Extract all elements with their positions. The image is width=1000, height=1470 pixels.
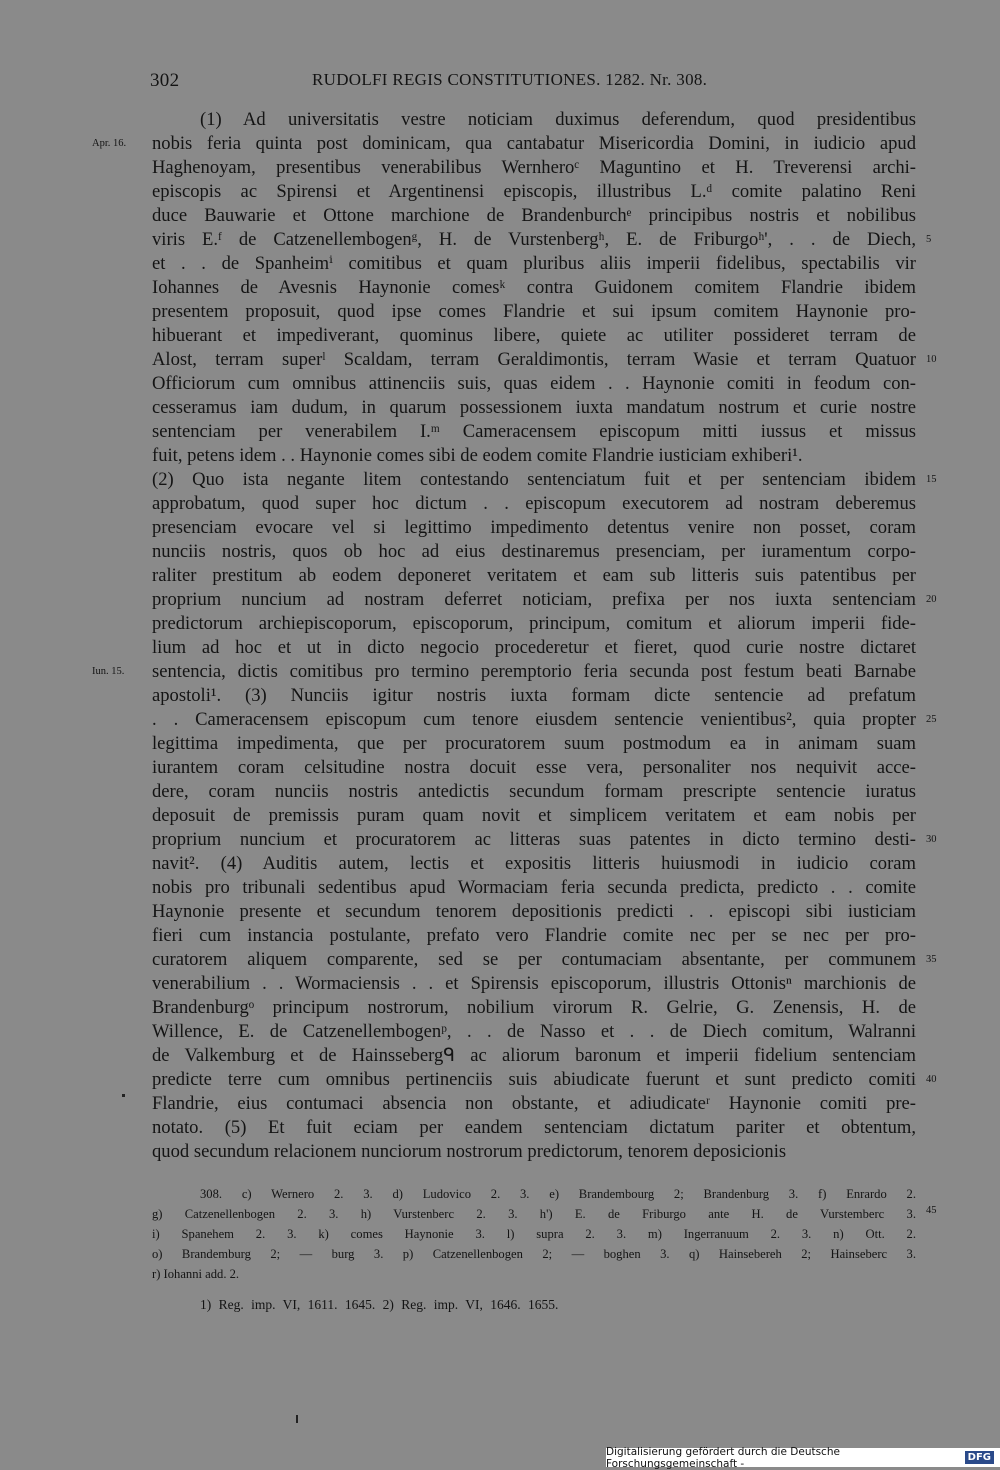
text-line: nunciis nostris, quos ob hoc ad eius destinaremus presenciam, per iuramentum corpo- (152, 541, 916, 562)
footnote-line: i) Spanehem 2. 3. k) comes Haynonie 3. l) supra 2. 3. m) Ingerranuum 2. 3. n) Ott. 2. (152, 1227, 916, 1241)
text-line: Iohannes de Avesnis Haynonie comesᵏ contra Guidonem comitem Flandrie ibidem (152, 277, 916, 298)
text-line: (1) Ad universitatis vestre noticiam duximus deferendum, quod presidentibus (200, 109, 916, 130)
text-line: nobis feria quinta post dominicam, qua cantabatur Misericordia Domini, in iudicio apud (152, 133, 916, 154)
line-number: 25 (926, 714, 937, 725)
text-line: cesseramus iam dudum, in quarum possessionem iuxta mandatum nostrum et curie nostre (152, 397, 916, 418)
footnote-line: 308. c) Wernero 2. 3. d) Ludovico 2. 3. e) Brandembourg 2; Brandenburg 3. f) Enrardo 2. (200, 1187, 916, 1201)
text-line: hibuerant et impediverant, quominus libere, quiete ac utiliter possideret terram de (152, 325, 916, 346)
line-number: 5 (926, 234, 932, 245)
text-line: dere, coram nunciis nostris antedictis secundum formam prescripte sentencie iuratus (152, 781, 916, 802)
dfg-logo: DFG (965, 1451, 994, 1464)
line-number: 35 (926, 954, 937, 965)
references: 1) Reg. imp. VI, 1611. 1645. 2) Reg. imp. VI, 1646. 1655. (200, 1297, 559, 1312)
text-line: episcopis ac Spirensi et Argentinensi episcopis, illustribus L.ᵈ comite palatino Reni (152, 181, 916, 202)
line-number: 10 (926, 354, 937, 365)
text-line: apostoli¹. (3) Nunciis igitur nostris iuxta formam dicte sentencie ad prefatum (152, 685, 916, 706)
text-line: Haghenoyam, presentibus venerabilibus Wernheroᶜ Maguntino et H. Treverensi archi- (152, 157, 916, 178)
text-line: Haynonie presente et secundum tenorem depositionis predicti . . episcopi sibi iusticiam (152, 901, 916, 922)
text-line: viris E.ᶠ de Catzenellembogenᵍ, H. de Vurstenbergʰ, E. de Friburgoʰ', . . de Diech, (152, 229, 916, 250)
text-line: nobis pro tribunali sedentibus apud Wormaciam feria secunda predicta, predicto . . comite (152, 877, 916, 898)
text-line: Flandrie, eius contumaci absencia non obstante, et adiudicateʳ Haynonie comiti pre- (152, 1093, 916, 1114)
text-line: de Valkemburg et de Hainssebergᑫ ac aliorum baronum et imperii fidelium sentenciam (152, 1045, 916, 1066)
text-line: sentencia, dictis comitibus pro termino peremptorio feria secunda post festum beati Barnabe (152, 661, 916, 682)
text-line: curatorem aliquem comparente, sed se per contumaciam absentante, per communem (152, 949, 916, 970)
text-line: presentem proposuit, quod ipse comes Flandrie et sui ipsum comitem Haynonie pro- (152, 301, 916, 322)
scan-speck (122, 1094, 125, 1097)
running-title: RUDOLFI REGIS CONSTITUTIONES. 1282. Nr. 308. (312, 70, 708, 89)
text-line: proprium nuncium ad nostram deferret noticiam, prefixa per nos iuxta sentenciam (152, 589, 916, 610)
text-line: Officiorum cum omnibus attinenciis suis, quas eidem . . Haynonie comiti in feodum con- (152, 373, 916, 394)
text-line: Brandenburgᵒ principum nostrorum, nobilium virorum R. Gelrie, G. Zenensis, H. de (152, 997, 916, 1018)
margin-date: Iun. 15. (92, 666, 125, 677)
funding-banner (606, 1445, 1000, 1470)
text-line: duce Bauwarie et Ottone marchione de Brandenburchᵉ principibus nostris et nobilibus (152, 205, 916, 226)
text-line: proprium nuncium et procuratorem ac litteras suas patentes in dicto termino desti- (152, 829, 916, 850)
text-line: iurantem coram celsitudine nostra docuit esse vera, personaliter nos nequivit acce- (152, 757, 916, 778)
text-line: Alost, terram superˡ Scaldam, terram Geraldimontis, terram Wasie et terram Quatuor (152, 349, 916, 370)
text-line: . . Cameracensem episcopum cum tenore eiusdem sentencie venientibus², quia propter (152, 709, 916, 730)
text-line: sentenciam per venerabilem I.ᵐ Cameracensem episcopum mitti iussus et missus (152, 421, 916, 442)
text-line: legittima impedimenta, que per procuratorem suum postmodum ea in animam suam (152, 733, 916, 754)
text-line: venerabilium . . Wormaciensis . . et Spirensis episcoporum, illustris Ottonisⁿ marchionis de (152, 973, 916, 994)
text-line: fieri cum instancia postulante, prefato vero Flandrie comite nec per se nec per pro- (152, 925, 916, 946)
text-line: (2) Quo ista negante litem contestando sentenciatum fuit et per sentenciam ibidem (152, 469, 916, 490)
footnote-line: r) Iohanni add. 2. (152, 1267, 240, 1281)
line-number: 30 (926, 834, 937, 845)
page-number: 302 (150, 70, 180, 91)
text-line: deposuit de premissis puram quam novit et simplicem veritatem et eam nobis per (152, 805, 916, 826)
footnote-line: g) Catzenellenbogen 2. 3. h) Vurstenberc 2. 3. h') E. de Friburgo ante H. de Vurstemberc 3. (152, 1207, 916, 1221)
line-number: 40 (926, 1074, 937, 1085)
text-line: raliter prestitum ab eodem deponeret veritatem et eam sub litteris suis patentibus per (152, 565, 916, 586)
text-line: predicte terre cum omnibus pertinenciis suis abiudicate fuerunt et sunt predicto comiti (152, 1069, 916, 1090)
line-number: 15 (926, 474, 937, 485)
text-line: quod secundum relacionem nunciorum nostrorum predictorum, tenorem deposicionis (152, 1141, 787, 1162)
footnote-line: o) Brandemburg 2; — burg 3. p) Catzenellenbogen 2; — boghen 3. q) Hainsebereh 2; Hainseberc 3. (152, 1247, 916, 1261)
text-line: Willence, E. de Catzenellembogenᵖ, . . de Nasso et . . de Diech comitum, Walranni (152, 1021, 916, 1042)
text-line: fuit, petens idem . . Haynonie comes sibi de eodem comite Flandrie iusticiam exhiberi¹. (152, 445, 803, 466)
line-number: 20 (926, 594, 937, 605)
text-line: navit². (4) Auditis autem, lectis et expositis litteris huiusmodi in iudicio coram (152, 853, 916, 874)
text-line: presenciam evocare vel si legittimo impedimento detentus venire non posset, coram (152, 517, 916, 538)
text-line: lium ad hoc et ut in dicto negocio procederetur et fieret, quod curie nostre dictaret (152, 637, 916, 658)
margin-date: Apr. 16. (92, 138, 127, 149)
text-line: predictorum archiepiscoporum, episcoporum, principum, comitum et aliorum imperii fide- (152, 613, 916, 634)
funding-banner-text: Digitalisierung gefördert durch die Deutsche Forschungsgemeinschaft - (606, 1445, 840, 1470)
footnote-line-number: 45 (926, 1205, 937, 1216)
text-line: approbatum, quod super hoc dictum . . episcopum executorem ad nostram deberemus (152, 493, 916, 514)
text-line: notato. (5) Et fuit eciam per eandem sentenciam dictatum pariter et obtentum, (152, 1117, 916, 1138)
text-line: et . . de Spanheimⁱ comitibus et quam pluribus aliis imperii fidelibus, spectabilis vir (152, 253, 916, 274)
scan-speck (296, 1415, 298, 1423)
